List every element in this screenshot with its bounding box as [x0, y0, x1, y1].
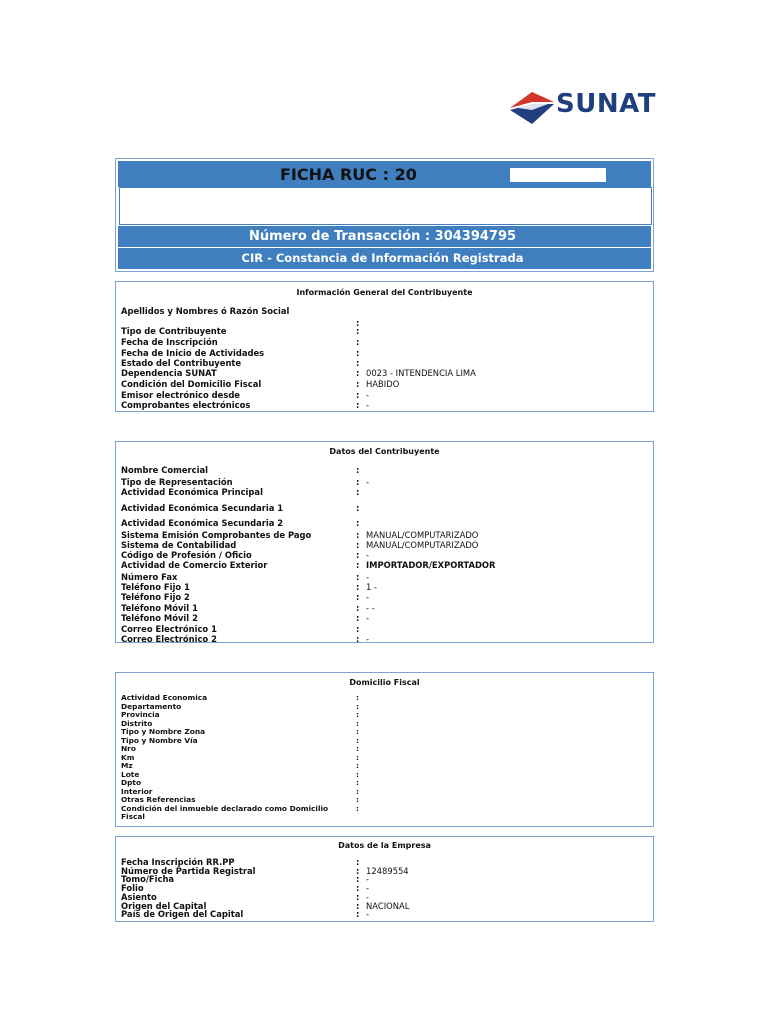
- field-label: Actividad Económica Principal: [121, 487, 263, 497]
- field-row: [121, 368, 646, 379]
- field-label: Emisor electrónico desde: [121, 390, 240, 400]
- field-label: Tipo y Nombre Zona: [121, 727, 206, 736]
- field-row: [121, 592, 646, 603]
- field-colon: :: [356, 778, 359, 787]
- field-colon: :: [356, 503, 360, 513]
- field-colon: :: [356, 337, 360, 347]
- field-label: Teléfono Móvil 1: [121, 603, 198, 613]
- field-value: 0023 - INTENDENCIA LIMA: [366, 368, 476, 378]
- field-label: Número Fax: [121, 572, 178, 582]
- transaction-number: Número de Transacción : 304394795: [248, 229, 517, 244]
- cir-title: CIR - Constancia de Información Registrada: [241, 251, 524, 265]
- field-label: Código de Profesión / Oficio: [121, 550, 252, 560]
- field-colon: :: [356, 803, 359, 813]
- field-value: MANUAL/COMPUTARIZADO: [366, 530, 479, 540]
- field-value: -: [366, 891, 370, 902]
- field-row: [121, 518, 646, 529]
- field-colon: :: [356, 550, 360, 560]
- field-label: Tipo de Contribuyente: [121, 326, 227, 336]
- field-label: Departamento: [121, 701, 182, 711]
- field-label: Sistema Emisión Comprobantes de Pago: [121, 530, 312, 540]
- field-row: [121, 400, 646, 411]
- field-colon: :: [356, 693, 359, 702]
- field-colon: :: [356, 727, 359, 736]
- field-label: Otras Referencias: [121, 795, 196, 804]
- field-colon: :: [356, 326, 360, 336]
- field-label: Tipo y Nombre Vía: [121, 735, 198, 745]
- field-label: País de Origen del Capital: [121, 909, 244, 920]
- field-label: Mz: [121, 761, 133, 770]
- field-row: [121, 337, 646, 348]
- field-value: 1 -: [366, 582, 378, 592]
- field-colon: :: [356, 891, 360, 902]
- field-label: Correo Electrónico 2: [121, 634, 217, 644]
- field-colon: :: [356, 348, 360, 358]
- field-colon: :: [356, 874, 360, 885]
- header-separator: [118, 247, 651, 248]
- field-colon: :: [356, 390, 360, 400]
- header-name-area: [119, 187, 652, 225]
- field-colon: :: [356, 710, 359, 719]
- field-value: 12489554: [366, 865, 409, 876]
- sunat-logo-icon: [508, 88, 556, 128]
- field-value: - -: [366, 603, 375, 613]
- field-value: -: [366, 550, 370, 560]
- field-value: -: [366, 874, 370, 885]
- field-colon: :: [356, 909, 360, 920]
- field-colon: :: [356, 795, 359, 804]
- field-colon: :: [356, 572, 360, 582]
- field-value: IMPORTADOR/EXPORTADOR: [366, 560, 496, 570]
- field-label: Origen del Capital: [121, 900, 207, 911]
- field-colon: :: [356, 368, 360, 378]
- field-colon: :: [356, 865, 360, 876]
- section-empresa: [115, 836, 654, 922]
- field-value: -: [366, 592, 370, 602]
- field-label: Fecha de Inscripción: [121, 337, 218, 347]
- field-colon: :: [356, 624, 360, 634]
- field-label: Condición del Domicilio Fiscal: [121, 379, 262, 389]
- field-label: Tomo/Ficha: [121, 874, 175, 885]
- field-colon: :: [356, 465, 360, 475]
- field-row: [121, 487, 646, 498]
- section-general-info: [115, 281, 654, 412]
- field-label: Lote: [121, 769, 140, 779]
- field-value: -: [366, 477, 370, 487]
- field-label: Provincia: [121, 710, 160, 719]
- field-colon: :: [356, 761, 359, 770]
- section-domicilio-fiscal: [115, 672, 654, 827]
- field-label: Folio: [121, 883, 144, 894]
- field-value: -: [366, 634, 370, 644]
- field-label: Actividad Económica Secundaria 1: [121, 503, 284, 513]
- redaction-box: [510, 168, 606, 182]
- field-label: Número de Partida Registral: [121, 865, 256, 876]
- field-label: Teléfono Fijo 1: [121, 582, 190, 592]
- field-colon: :: [356, 718, 359, 728]
- field-label: Km: [121, 752, 135, 762]
- field-colon: :: [356, 530, 360, 540]
- field-row: [121, 379, 646, 390]
- field-label: Tipo de Representación: [121, 477, 233, 487]
- field-row: [121, 812, 646, 823]
- field-row: [121, 306, 646, 317]
- field-label: Actividad de Comercio Exterior: [121, 560, 268, 570]
- field-colon: :: [356, 735, 359, 745]
- field-value: HABIDO: [366, 379, 400, 389]
- section-contribuyente: [115, 441, 654, 643]
- field-label: Correo Electrónico 1: [121, 624, 217, 634]
- field-label: Fiscal: [121, 812, 145, 821]
- field-row: [121, 465, 646, 476]
- field-label: Nombre Comercial: [121, 465, 209, 475]
- field-colon: :: [356, 744, 359, 753]
- field-label: Actividad Económica Secundaria 2: [121, 518, 284, 528]
- field-label: Apellidos y Nombres ó Razón Social: [121, 306, 290, 316]
- field-label: Dpto: [121, 778, 142, 787]
- field-colon: :: [356, 487, 360, 497]
- ficha-ruc-title: FICHA RUC : 20: [280, 165, 417, 184]
- field-colon: :: [356, 582, 360, 592]
- field-row: [121, 560, 646, 571]
- field-colon: :: [356, 752, 359, 762]
- field-colon: :: [356, 540, 360, 550]
- field-colon: :: [356, 603, 360, 613]
- field-colon: :: [356, 379, 360, 389]
- field-row: [121, 326, 646, 337]
- field-value: -: [366, 390, 370, 400]
- field-colon: :: [356, 613, 360, 623]
- field-colon: :: [356, 634, 360, 644]
- field-colon: :: [356, 518, 360, 528]
- field-label: Distrito: [121, 718, 153, 728]
- section-title: Datos de la Empresa: [338, 841, 431, 850]
- field-label: Estado del Contribuyente: [121, 358, 242, 368]
- section-title: Información General del Contribuyente: [296, 288, 473, 297]
- section-title: Datos del Contribuyente: [329, 447, 440, 456]
- field-label: Sistema de Contabilidad: [121, 540, 237, 550]
- field-colon: :: [356, 400, 360, 410]
- field-colon: :: [356, 883, 360, 894]
- field-label: Actividad Economica: [121, 693, 208, 702]
- field-colon: :: [356, 592, 360, 602]
- field-colon: :: [356, 786, 359, 796]
- field-label: Teléfono Fijo 2: [121, 592, 190, 602]
- field-colon: :: [356, 358, 360, 368]
- field-value: -: [366, 400, 370, 410]
- field-value: -: [366, 883, 370, 894]
- field-row: [121, 613, 646, 624]
- ficha-header: [115, 158, 654, 272]
- field-colon: :: [356, 857, 360, 867]
- field-colon: :: [356, 560, 360, 570]
- field-value: MANUAL/COMPUTARIZADO: [366, 540, 479, 550]
- field-value: -: [366, 613, 370, 623]
- field-label: Condición del inmueble declarado como Domicilio: [121, 803, 329, 813]
- field-row: [121, 634, 646, 645]
- field-label: Fecha Inscripción RR.PP: [121, 857, 235, 867]
- field-colon: :: [356, 477, 360, 487]
- sunat-logo: [508, 86, 656, 130]
- field-colon: :: [356, 318, 360, 328]
- field-value: -: [366, 909, 370, 920]
- header-title-band: [118, 161, 651, 187]
- field-colon: :: [356, 701, 359, 711]
- field-row: [121, 503, 646, 514]
- field-row: [121, 909, 646, 920]
- field-colon: :: [356, 900, 360, 911]
- field-value: NACIONAL: [366, 900, 410, 911]
- field-label: Teléfono Móvil 2: [121, 613, 198, 623]
- field-label: Asiento: [121, 891, 157, 902]
- logo-text: SUNAT: [556, 89, 656, 119]
- field-label: Comprobantes electrónicos: [121, 400, 251, 410]
- section-title: Domicilio Fiscal: [349, 678, 420, 687]
- field-label: Dependencia SUNAT: [121, 368, 217, 378]
- field-label: Interior: [121, 786, 153, 796]
- field-colon: :: [356, 769, 359, 779]
- field-value: -: [366, 572, 370, 582]
- field-label: Nro: [121, 744, 136, 753]
- field-label: Fecha de Inicio de Actividades: [121, 348, 265, 358]
